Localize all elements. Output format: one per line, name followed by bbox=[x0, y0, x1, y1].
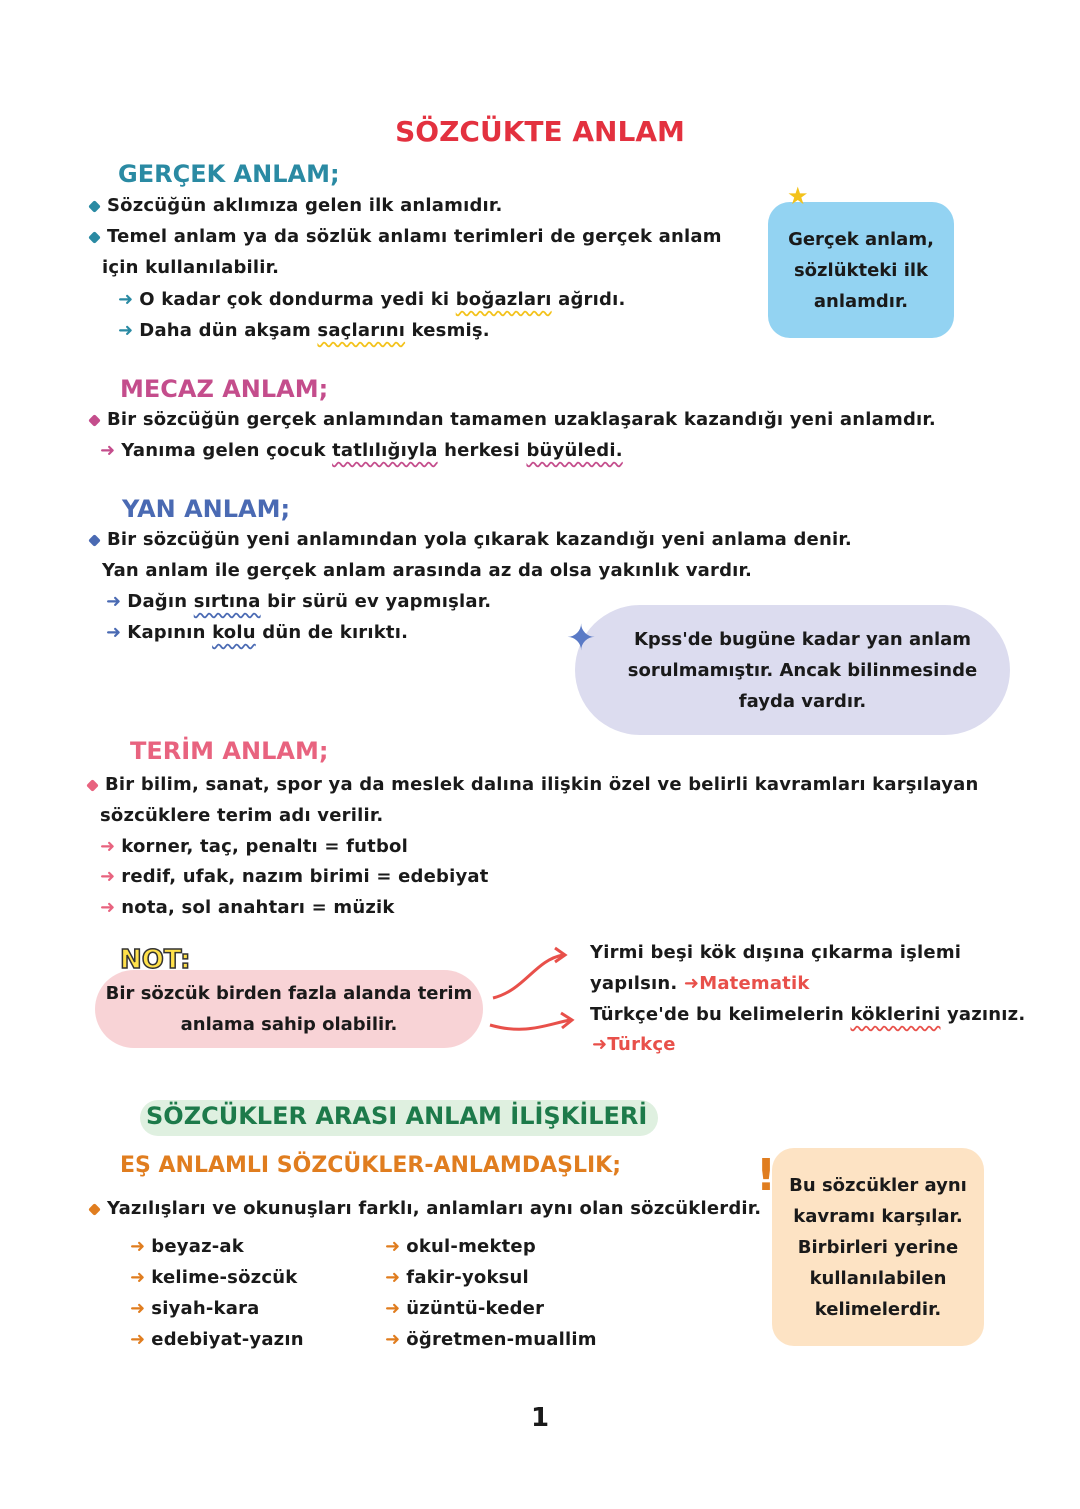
text: korner, taç, penaltı = futbol bbox=[121, 836, 408, 857]
text: kesmiş. bbox=[405, 320, 490, 341]
text: Yanıma gelen çocuk bbox=[121, 440, 333, 461]
text: nota, sol anahtarı = müzik bbox=[121, 897, 395, 918]
underlined-word: büyüledi. bbox=[526, 440, 623, 461]
note-line: Bu sözcükler aynı bbox=[789, 1174, 967, 1196]
list-item bbox=[130, 1324, 304, 1355]
arrow-icon: ➜ bbox=[100, 440, 116, 461]
underlined-word: boğazları bbox=[455, 289, 552, 310]
text: için kullanılabilir. bbox=[102, 257, 280, 278]
note-line: anlamdır. bbox=[813, 290, 909, 312]
arrow-icon: ➜ bbox=[130, 1267, 146, 1288]
arrow-icon: ➜ bbox=[130, 1298, 146, 1319]
example bbox=[106, 622, 408, 643]
text: Temel anlam ya da sözlük anlamı terimleri de gerçek anlam bbox=[107, 226, 722, 247]
underlined-word: sırtına bbox=[193, 591, 261, 612]
exclamation-icon: ! bbox=[756, 1150, 777, 1201]
text: öğretmen-muallim bbox=[406, 1329, 597, 1350]
text: dün de kırıktı. bbox=[255, 622, 409, 643]
example bbox=[118, 320, 490, 341]
arrow-icon: ➜ bbox=[385, 1236, 401, 1257]
text bbox=[590, 973, 810, 994]
heading-gercek: GERÇEK ANLAM; bbox=[118, 160, 340, 188]
example bbox=[118, 289, 626, 310]
text: okul-mektep bbox=[406, 1236, 536, 1257]
text: Yazılışları ve okunuşları farklı, anlamları aynı olan sözcüklerdir. bbox=[107, 1198, 762, 1219]
list-item bbox=[130, 1262, 304, 1293]
bullet-icon bbox=[88, 1203, 101, 1216]
note-line: kelimelerdir. bbox=[814, 1298, 942, 1320]
page-title: SÖZCÜKTE ANLAM bbox=[395, 115, 685, 148]
text: Kapının bbox=[127, 622, 213, 643]
text: kelime-sözcük bbox=[151, 1267, 298, 1288]
heading-mecaz: MECAZ ANLAM; bbox=[120, 375, 329, 403]
arrow-icon: ➜ bbox=[385, 1329, 401, 1350]
text: yapılsın. bbox=[590, 973, 678, 994]
note-line: sözlükteki ilk bbox=[793, 259, 929, 281]
text: Yirmi beşi kök dışına çıkarma işlemi bbox=[590, 942, 962, 963]
note-line: sorulmamıştır. Ancak bilinmesinde bbox=[627, 659, 978, 681]
arrow-icon: ➜ bbox=[100, 866, 116, 887]
note-line: fayda vardır. bbox=[738, 690, 867, 712]
bullet-icon bbox=[86, 779, 99, 792]
note-line: kavramı karşılar. bbox=[793, 1205, 963, 1227]
not-box bbox=[95, 970, 483, 1048]
list-item bbox=[385, 1293, 597, 1324]
example bbox=[100, 866, 489, 887]
list-item bbox=[130, 1231, 304, 1262]
heading-terim: TERİM ANLAM; bbox=[130, 737, 329, 765]
arrows-icon bbox=[485, 940, 585, 1040]
arrow-icon: ➜ bbox=[130, 1329, 146, 1350]
text: yazınız. bbox=[940, 1004, 1026, 1025]
text: O kadar çok dondurma yedi ki bbox=[139, 289, 456, 310]
note-box bbox=[772, 1148, 984, 1346]
arrow-icon: ➜ bbox=[118, 320, 134, 341]
list-item bbox=[385, 1262, 597, 1293]
not-label: NOT: bbox=[120, 945, 191, 975]
text: beyaz-ak bbox=[151, 1236, 244, 1257]
text bbox=[88, 774, 979, 795]
text: Türkçe bbox=[607, 1034, 676, 1055]
text bbox=[90, 195, 502, 216]
text: sözcüklere terim adı verilir. bbox=[100, 805, 384, 826]
heading-iliski: SÖZCÜKLER ARASI ANLAM İLİŞKİLERİ bbox=[146, 1102, 648, 1130]
underlined-word: saçlarını bbox=[317, 320, 406, 341]
arrow-icon: ➜ bbox=[385, 1298, 401, 1319]
note-line: Birbirleri yerine bbox=[797, 1236, 959, 1258]
arrow-icon: ➜ bbox=[106, 591, 122, 612]
text: Bir sözcüğün yeni anlamından yola çıkarak kazandığı yeni anlama denir. bbox=[107, 529, 852, 550]
arrow-icon: ➜ bbox=[118, 289, 134, 310]
list-item bbox=[385, 1231, 597, 1262]
example bbox=[100, 897, 395, 918]
list-item bbox=[385, 1324, 597, 1355]
tag: Matematik bbox=[699, 973, 810, 994]
note-box bbox=[575, 605, 1010, 735]
arrow-icon: ➜ bbox=[106, 622, 122, 643]
bullet-icon bbox=[88, 231, 101, 244]
text: üzüntü-keder bbox=[406, 1298, 545, 1319]
text bbox=[590, 1004, 1025, 1025]
text: Dağın bbox=[127, 591, 194, 612]
arrow-icon: ➜ bbox=[100, 897, 116, 918]
text: siyah-kara bbox=[151, 1298, 260, 1319]
underlined-word: tatlılığıyla bbox=[332, 440, 438, 461]
note-line: kullanılabilen bbox=[809, 1267, 947, 1289]
tag bbox=[592, 1034, 676, 1055]
text: Daha dün akşam bbox=[139, 320, 318, 341]
heading-es-anlamli: EŞ ANLAMLI SÖZCÜKLER-ANLAMDAŞLIK; bbox=[120, 1153, 622, 1178]
bullet-icon bbox=[88, 200, 101, 213]
underlined-word: köklerini bbox=[850, 1004, 941, 1025]
text: fakir-yoksul bbox=[406, 1267, 529, 1288]
text: Yan anlam ile gerçek anlam arasında az da olsa yakınlık vardır. bbox=[102, 560, 753, 581]
note-box bbox=[768, 202, 954, 338]
note-line: Gerçek anlam, bbox=[788, 228, 934, 250]
text bbox=[90, 1198, 761, 1219]
underlined-word: kolu bbox=[212, 622, 256, 643]
bullet-icon bbox=[88, 534, 101, 547]
stars-icon: ✦ bbox=[566, 618, 597, 659]
note-line: Bir sözcük birden fazla alanda terim bbox=[105, 983, 473, 1004]
heading-yan: YAN ANLAM; bbox=[122, 495, 291, 523]
example bbox=[100, 836, 408, 857]
arrow-icon: ➜ bbox=[130, 1236, 146, 1257]
arrow-icon: ➜ bbox=[385, 1267, 401, 1288]
page-number: 1 bbox=[530, 1403, 550, 1433]
text: Bir sözcüğün gerçek anlamından tamamen uzaklaşarak kazandığı yeni anlamdır. bbox=[107, 409, 936, 430]
arrow-icon: ➜ bbox=[100, 836, 116, 857]
example bbox=[106, 591, 491, 612]
text: Bir bilim, sanat, spor ya da meslek dalına ilişkin özel ve belirli kavramları karşılayan bbox=[105, 774, 979, 795]
arrow-icon: ➜ bbox=[592, 1034, 608, 1055]
example bbox=[100, 440, 623, 461]
note-line: Kpss'de bugüne kadar yan anlam bbox=[633, 628, 972, 650]
text: ağrıdı. bbox=[551, 289, 626, 310]
list-item bbox=[130, 1293, 304, 1324]
text: Türkçe'de bu kelimelerin bbox=[590, 1004, 851, 1025]
synonym-list bbox=[385, 1231, 597, 1355]
text: herkesi bbox=[437, 440, 527, 461]
text bbox=[90, 226, 722, 247]
bullet-icon bbox=[88, 414, 101, 427]
text: redif, ufak, nazım birimi = edebiyat bbox=[121, 866, 489, 887]
text: bir sürü ev yapmışlar. bbox=[260, 591, 492, 612]
text bbox=[90, 409, 936, 430]
note-line: anlama sahip olabilir. bbox=[180, 1014, 398, 1035]
text: edebiyat-yazın bbox=[151, 1329, 304, 1350]
synonym-list bbox=[130, 1231, 304, 1355]
text bbox=[90, 529, 852, 550]
arrow-icon: ➜ bbox=[677, 973, 700, 994]
star-icon: ★ bbox=[787, 182, 809, 210]
text: Sözcüğün aklımıza gelen ilk anlamıdır. bbox=[107, 195, 503, 216]
